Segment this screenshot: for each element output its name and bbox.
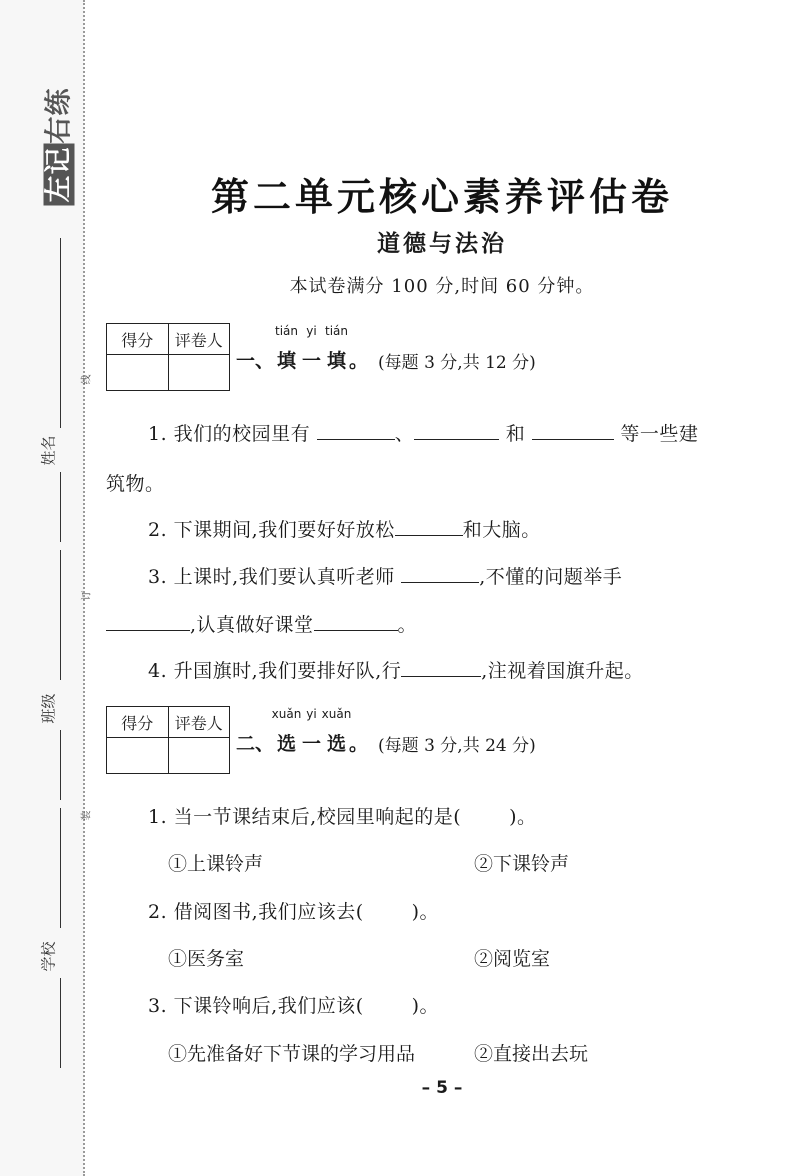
class-label: 班级 bbox=[39, 692, 58, 724]
grader-label: 评卷人 bbox=[168, 324, 230, 355]
score-label: 得分 bbox=[107, 324, 169, 355]
score-cell[interactable] bbox=[107, 355, 169, 391]
answer-blank[interactable] bbox=[532, 421, 614, 440]
option-2-3-b[interactable]: ②直接出去玩 bbox=[474, 1043, 589, 1065]
answer-blank[interactable] bbox=[106, 612, 190, 631]
option-2-2-a[interactable]: ①医务室 bbox=[168, 948, 245, 970]
name-line-lower bbox=[60, 472, 61, 542]
page-title: 第二单元核心素养评估卷 bbox=[210, 174, 673, 219]
question-2-2: 2. 借阅图书,我们应该去( )。 bbox=[148, 901, 440, 923]
section-1-heading: 一、 tián 填 yi 一 tián 填 。 (每题 3 分,共 12 分) bbox=[236, 324, 536, 373]
option-2-3-a[interactable]: ①先准备好下节课的学习用品 bbox=[168, 1043, 416, 1065]
question-1-1: 1. 我们的校园里有 、 和 等一些建 bbox=[148, 423, 699, 445]
grader-label: 评卷人 bbox=[168, 707, 230, 738]
class-line bbox=[60, 550, 61, 680]
score-table-1 bbox=[106, 323, 230, 391]
page-number: – 5 – bbox=[421, 1078, 463, 1098]
answer-blank[interactable] bbox=[395, 517, 463, 536]
answer-blank[interactable] bbox=[317, 421, 395, 440]
option-2-1-b[interactable]: ②下课铃声 bbox=[474, 853, 570, 875]
score-cell[interactable] bbox=[107, 738, 169, 774]
option-2-2-b[interactable]: ②阅览室 bbox=[474, 948, 551, 970]
section-2-heading: 二、 xuǎn 选 yi 一 xuǎn 选 。 (每题 3 分,共 24 分) bbox=[236, 707, 536, 756]
question-2-1: 1. 当一节课结束后,校园里响起的是( )。 bbox=[148, 806, 537, 828]
score-table-2 bbox=[106, 706, 230, 774]
school-line bbox=[60, 808, 61, 928]
answer-blank[interactable] bbox=[401, 658, 481, 677]
cut-mark-bind: 订 bbox=[81, 590, 93, 601]
question-1-2: 2. 下课期间,我们要好好放松 和大脑。 bbox=[148, 519, 541, 541]
answer-blank[interactable] bbox=[401, 564, 479, 583]
grader-cell[interactable] bbox=[168, 738, 230, 774]
cut-mark-staple: 装 bbox=[81, 810, 93, 821]
question-2-3: 3. 下课铃响后,我们应该( )。 bbox=[148, 995, 440, 1017]
name-label: 姓名 bbox=[39, 434, 58, 466]
question-1-3: 3. 上课时,我们要认真听老师 ,不懂的问题举手 bbox=[148, 566, 623, 588]
answer-blank[interactable] bbox=[314, 612, 398, 631]
subject-title: 道德与法治 bbox=[377, 231, 507, 257]
question-1-1-cont: 筑物。 bbox=[106, 473, 165, 495]
question-1-4: 4. 升国旗时,我们要排好队,行 ,注视着国旗升起。 bbox=[148, 660, 644, 682]
option-2-1-a[interactable]: ①上课铃声 bbox=[168, 853, 264, 875]
question-1-3-cont: ,认真做好课堂 。 bbox=[106, 610, 417, 637]
school-label: 学校 bbox=[39, 940, 58, 972]
school-line-lower bbox=[60, 978, 61, 1068]
grader-cell[interactable] bbox=[168, 355, 230, 391]
class-line-lower bbox=[60, 730, 61, 800]
name-line bbox=[60, 238, 61, 428]
exam-note: 本试卷满分 100 分,时间 60 分钟。 bbox=[289, 276, 595, 297]
answer-blank[interactable] bbox=[414, 421, 499, 440]
brand-logo: 左记右练 bbox=[38, 80, 74, 212]
cut-mark-line: 线 bbox=[81, 374, 93, 385]
score-label: 得分 bbox=[107, 707, 169, 738]
